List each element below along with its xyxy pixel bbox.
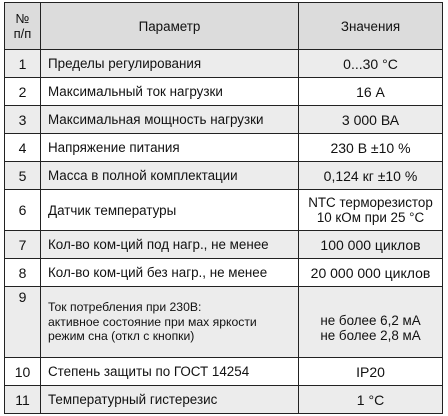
row-number: 1 <box>5 50 41 78</box>
header-value: Значения <box>299 3 443 50</box>
row-parameter-line: режим сна (откл с кнопки) <box>48 329 195 344</box>
row-value-line: не более 6,2 мА <box>320 313 421 328</box>
table-row <box>5 358 443 386</box>
row-value: 230 В ±10 % <box>299 134 443 162</box>
table-row <box>5 259 443 287</box>
row-value: 0,124 кг ±10 % <box>299 162 443 190</box>
row-value <box>299 190 443 231</box>
row-number: 2 <box>5 78 41 106</box>
row-number: 7 <box>5 231 41 259</box>
row-value: 16 А <box>299 78 443 106</box>
row-value: 20 000 000 циклов <box>299 259 443 287</box>
row-parameter: Максимальный ток нагрузки <box>41 78 299 106</box>
table-row <box>5 106 443 134</box>
table-row <box>5 386 443 414</box>
row-parameter: Напряжение питания <box>41 134 299 162</box>
row-number: 10 <box>5 358 41 386</box>
header-parameter: Параметр <box>41 3 299 50</box>
table-row <box>5 50 443 78</box>
row-value-line: 10 кОм при 25 °C <box>316 210 425 225</box>
table-row <box>5 162 443 190</box>
row-parameter: Кол-во ком-ций под нагр., не менее <box>41 231 299 259</box>
specifications-table <box>4 2 443 414</box>
table-row <box>5 134 443 162</box>
header-number-symbol: № <box>15 11 30 26</box>
row-number: 11 <box>5 386 41 414</box>
row-value-line: NTC терморезистор <box>308 195 433 210</box>
row-number: 8 <box>5 259 41 287</box>
row-number: 4 <box>5 134 41 162</box>
table-row <box>5 287 443 358</box>
row-parameter: Пределы регулирования <box>41 50 299 78</box>
row-value: 0...30 °C <box>299 50 443 78</box>
row-number: 9 <box>5 287 41 358</box>
row-parameter: Кол-во ком-ций без нагр., не менее <box>41 259 299 287</box>
row-parameter-line: активное состояние при мах яркости <box>48 314 257 329</box>
row-parameter: Датчик температуры <box>41 190 299 231</box>
row-parameter: Масса в полной комплектации <box>41 162 299 190</box>
table-row <box>5 231 443 259</box>
row-number: 5 <box>5 162 41 190</box>
row-value <box>299 287 443 358</box>
row-parameter: Степень защиты по ГОСТ 14254 <box>41 358 299 386</box>
row-parameter-line: Ток потребления при 230В: <box>48 300 202 315</box>
row-value: 1 °C <box>299 386 443 414</box>
row-value: 100 000 циклов <box>299 231 443 259</box>
row-parameter: Максимальная мощность нагрузки <box>41 106 299 134</box>
table-row <box>5 190 443 231</box>
row-number: 3 <box>5 106 41 134</box>
row-parameter <box>41 287 299 358</box>
row-number: 6 <box>5 190 41 231</box>
table-row <box>5 78 443 106</box>
row-value: 3 000 ВА <box>299 106 443 134</box>
header-number-abbr: п/п <box>13 26 32 41</box>
row-value: IP20 <box>299 358 443 386</box>
table-header-row <box>5 3 443 50</box>
row-parameter: Температурный гистерезис <box>41 386 299 414</box>
row-value-line: не более 2,8 мА <box>320 328 421 343</box>
header-number-cell <box>5 3 41 50</box>
